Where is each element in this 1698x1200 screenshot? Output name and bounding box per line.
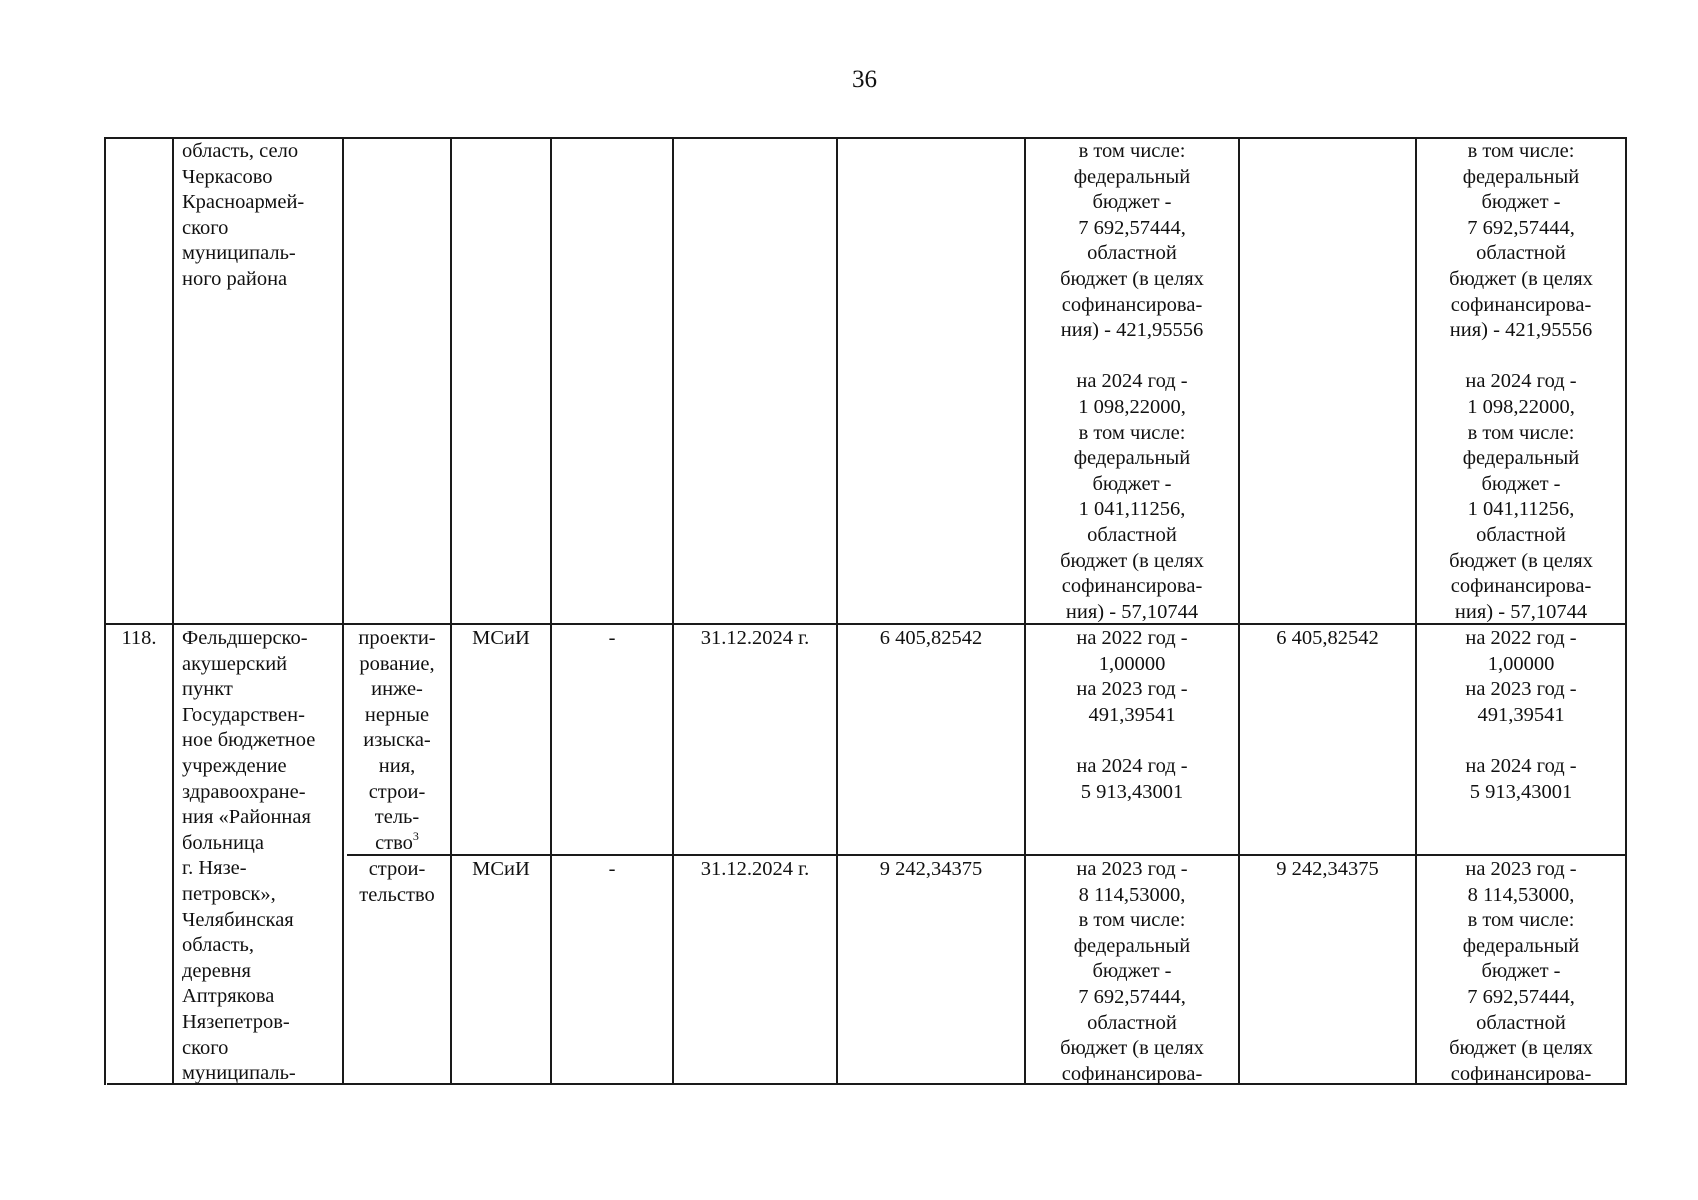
row2-customer: МСиИ [472, 858, 530, 880]
table-bottom-border [107, 1083, 1627, 1085]
row1-budget-allocation: на 2022 год - 1,00000 на 2023 год - 491,39541 на 2024 год - 5 913,43001 [1076, 627, 1188, 803]
row2-end-date: 31.12.2024 г. [700, 858, 810, 880]
row1-estimated-cost: 6 405,82542 [1276, 627, 1379, 649]
col-divider-3 [450, 137, 452, 1085]
table-left-border [104, 137, 106, 1085]
row1-limit-allocation: на 2022 год - 1,00000 на 2023 год - 491,39541 на 2024 год - 5 913,43001 [1465, 627, 1577, 803]
row2-start-date: - [608, 858, 616, 880]
page-number: 36 [852, 66, 877, 93]
row1-end-date: 31.12.2024 г. [700, 627, 810, 649]
row1-start-date: - [608, 627, 616, 649]
table-top-border [104, 137, 1627, 139]
col-divider-5 [672, 137, 674, 1085]
continuation-limit-allocation: в том числе: федеральный бюджет - 7 692,57444, областной бюджет (в целях софинансирова- ния) - 421,95556 на 2024 год - 1 098,22000, в том числе: федеральный бюджет - 1 041,11256, областной бюджет (в целях софинансирова- ния) - 57,10744 [1449, 140, 1593, 623]
row1-work-type: проекти- рование, инже- нерные изыска- ния, строи- тель- ство$^3$ [358, 627, 436, 854]
entry-number: 118. [121, 627, 157, 649]
col-divider-4 [550, 137, 552, 1085]
footnote-marker: 3 [412, 828, 419, 843]
col-divider-1 [172, 137, 174, 1085]
row-divider-118-sub [347, 854, 1627, 856]
row2-budget-allocation: на 2023 год - 8 114,53000, в том числе: федеральный бюджет - 7 692,57444, областной бюджет (в целях софинансирова- [1060, 858, 1204, 1085]
row2-cost: 9 242,34375 [879, 858, 983, 880]
row2-work-type: строи- тельство [359, 858, 435, 906]
col-divider-6 [836, 137, 838, 1085]
row1-customer: МСиИ [472, 627, 530, 649]
col-divider-8 [1238, 137, 1240, 1085]
continuation-budget-allocation: в том числе: федеральный бюджет - 7 692,57444, областной бюджет (в целях софинансирова- ния) - 421,95556 на 2024 год - 1 098,22000, в том числе: федеральный бюджет - 1 041,11256, областной бюджет (в целях софинансирова- ния) - 57,10744 [1060, 140, 1204, 623]
row2-estimated-cost: 9 242,34375 [1276, 858, 1379, 880]
row-divider-118 [104, 623, 1627, 625]
entry-object-name: Фельдшерско- акушерский пункт Государствен- ное бюджетное учреждение здравоохране- ния «Районная больница г. Нязе- петровск», Челябинская область, деревня Аптрякова Нязепетров- ского муниципаль- [182, 627, 316, 1085]
row2-limit-allocation: на 2023 год - 8 114,53000, в том числе: федеральный бюджет - 7 692,57444, областной бюджет (в целях софинансирова- [1449, 858, 1593, 1085]
continuation-object-name: область, село Черкасово Красноармей- ского муниципаль- ного района [182, 140, 305, 290]
row1-cost: 6 405,82542 [879, 627, 983, 649]
table-right-border [1625, 137, 1627, 1085]
col-divider-2 [342, 137, 344, 1085]
